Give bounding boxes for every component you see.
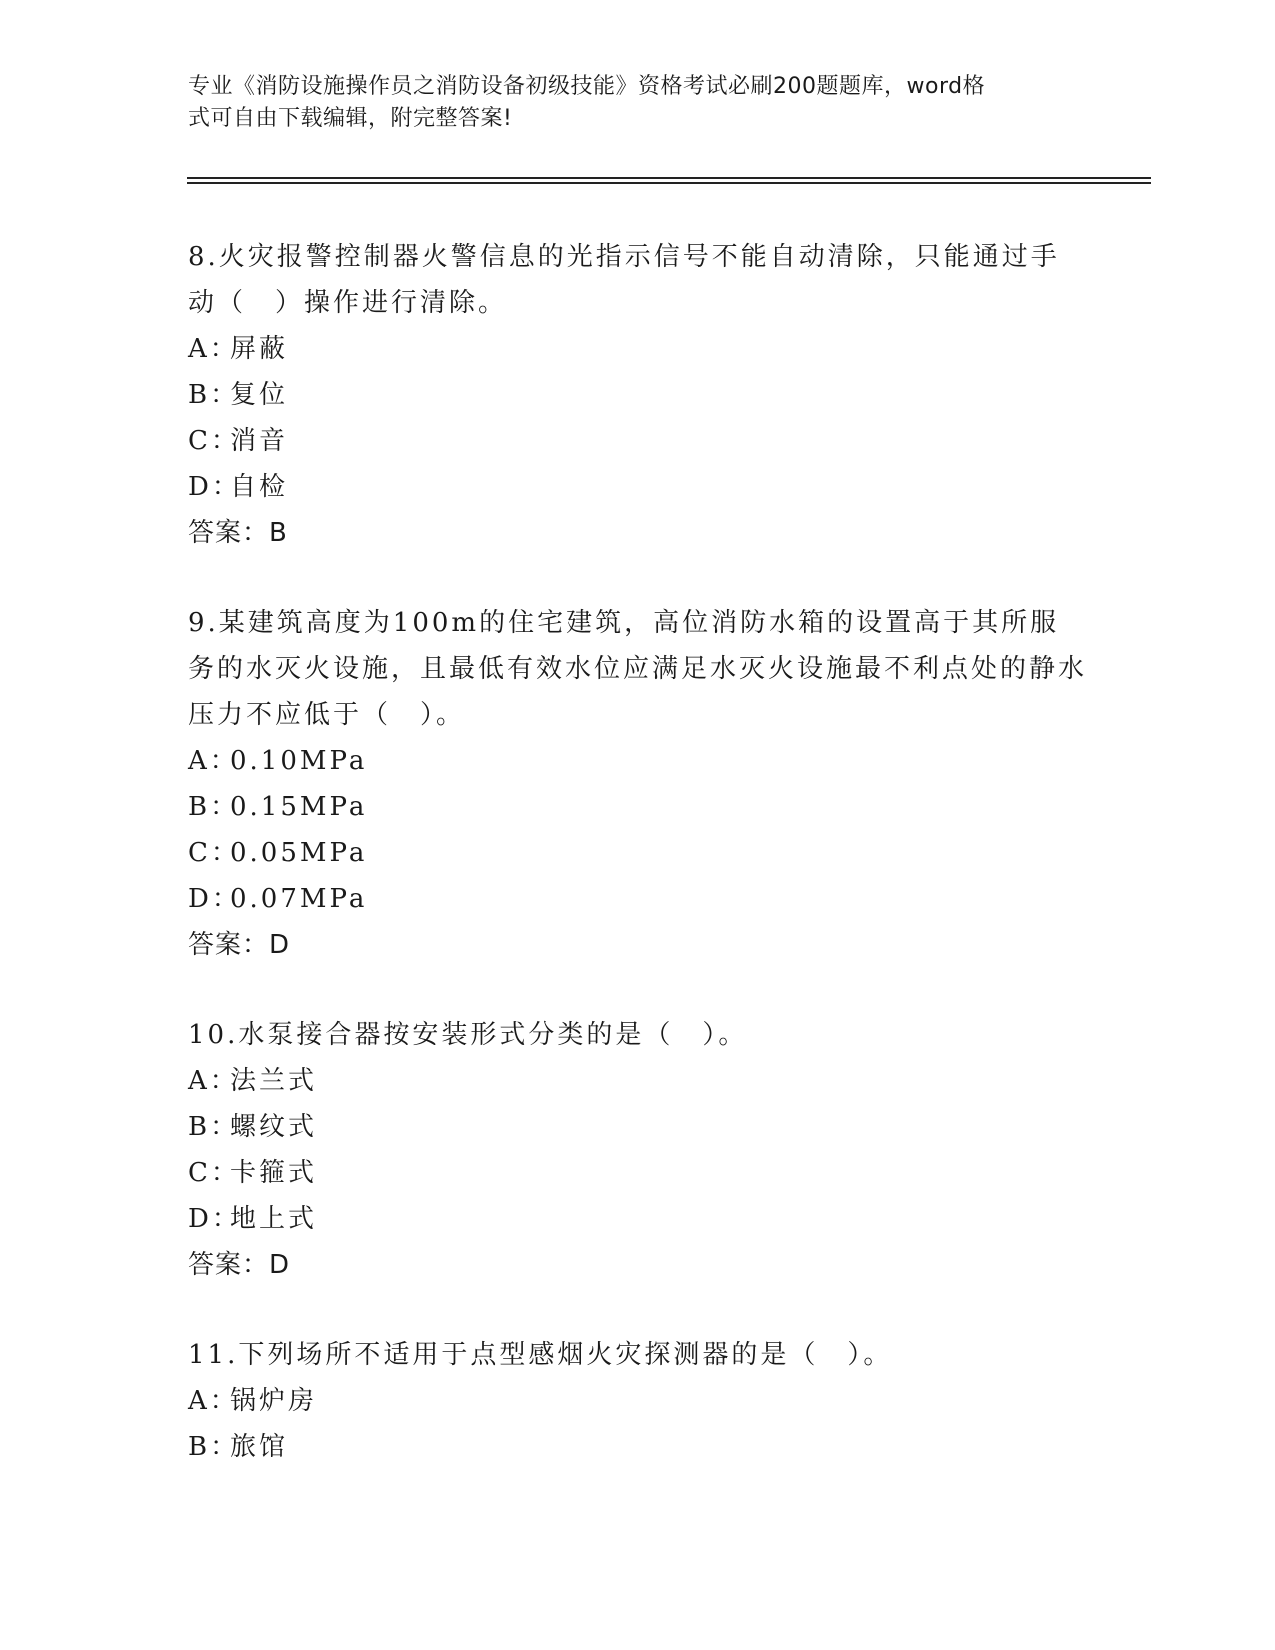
option-key: B： [188, 792, 240, 822]
header-line-1: 专业《消防设施操作员之消防设备初级技能》资格考试必刷200题题库，word格 [188, 74, 986, 99]
option-key: D： [188, 1204, 241, 1234]
option-c [188, 1150, 1088, 1196]
option-b [188, 372, 1088, 418]
answer-label: 答案：D [188, 930, 291, 960]
question-text: 10.水泵接合器按安装形式分类的是（ ）。 [188, 1020, 748, 1050]
option-key: C： [188, 1158, 240, 1188]
question-spacer [188, 1288, 1088, 1332]
option-d [188, 876, 1088, 922]
option-text: 螺纹式 [230, 1112, 318, 1142]
option-a [188, 1058, 1088, 1104]
option-b [188, 1104, 1088, 1150]
option-d [188, 464, 1088, 510]
option-text: 消音 [230, 426, 289, 456]
option-text: 自检 [230, 472, 289, 502]
option-a [188, 1378, 1088, 1424]
option-key: A： [188, 746, 239, 776]
question-9 [188, 600, 1088, 968]
option-text: 锅炉房 [230, 1386, 318, 1416]
option-text: 复位 [230, 380, 289, 410]
option-key: B： [188, 380, 240, 410]
option-key: B： [188, 1112, 240, 1142]
answer-label: 答案：D [188, 1250, 291, 1280]
header-rule-bottom [187, 182, 1151, 184]
question-spacer [188, 556, 1088, 600]
question-list [188, 234, 1088, 1470]
option-text: 0.10MPa [230, 746, 368, 776]
question-text: 11.下列场所不适用于点型感烟火灾探测器的是（ ）。 [188, 1340, 893, 1370]
header-line-2: 式可自由下载编辑，附完整答案! [188, 106, 513, 131]
option-a [188, 326, 1088, 372]
option-text: 法兰式 [230, 1066, 318, 1096]
option-key: B： [188, 1432, 240, 1462]
option-text: 旅馆 [230, 1432, 289, 1462]
option-b [188, 1424, 1088, 1470]
header-rule-top [187, 177, 1151, 179]
question-text: 9.某建筑高度为100m的住宅建筑，高位消防水箱的设置高于其所服务的水灭火设施，且最低有效水位应满足水灭火设施最不利点处的静水压力不应低于（ ）。 [188, 608, 1088, 730]
option-key: D： [188, 884, 241, 914]
option-text: 卡箍式 [230, 1158, 318, 1188]
option-key: A： [188, 1066, 239, 1096]
option-text: 地上式 [230, 1204, 318, 1234]
answer-label: 答案：B [188, 518, 288, 548]
option-c [188, 418, 1088, 464]
option-text: 0.07MPa [230, 884, 368, 914]
option-text: 0.15MPa [230, 792, 368, 822]
option-key: A： [188, 1386, 239, 1416]
option-key: A： [188, 334, 239, 364]
option-key: C： [188, 426, 240, 456]
option-key: D： [188, 472, 241, 502]
option-text: 0.05MPa [230, 838, 368, 868]
question-8 [188, 234, 1088, 556]
question-11 [188, 1332, 1088, 1470]
question-10 [188, 1012, 1088, 1288]
option-d [188, 1196, 1088, 1242]
option-b [188, 784, 1088, 830]
option-key: C： [188, 838, 240, 868]
option-a [188, 738, 1088, 784]
question-text: 8.火灾报警控制器火警信息的光指示信号不能自动清除，只能通过手动（ ）操作进行清除。 [188, 242, 1060, 318]
option-c [188, 830, 1088, 876]
question-spacer [188, 968, 1088, 1012]
document-header [188, 71, 1068, 135]
option-text: 屏蔽 [230, 334, 289, 364]
